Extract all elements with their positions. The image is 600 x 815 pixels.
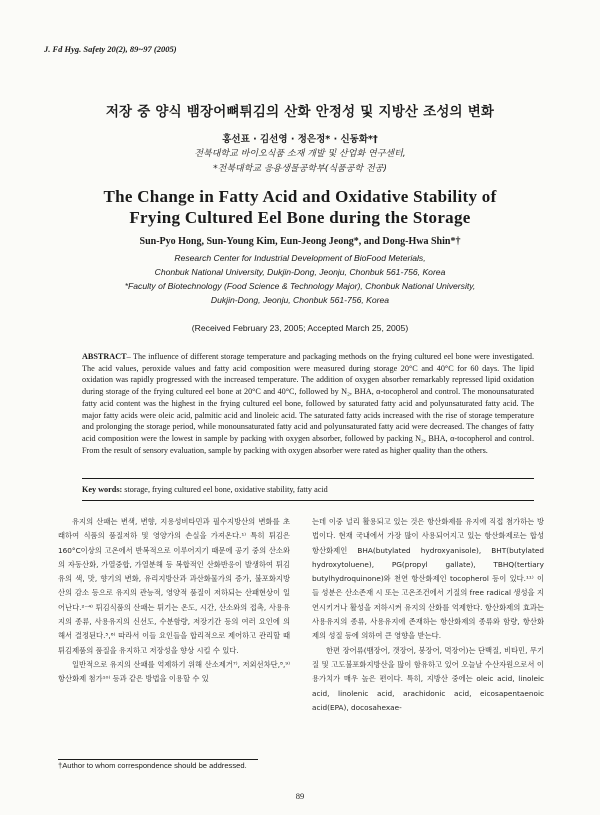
korean-affiliation-2: *전북대학교 응용생물공학부(식품공학 전공) [213,164,387,174]
abstract [82,351,534,456]
english-title-line-2: Frying Cultured Eel Bone during the Storage [129,208,471,227]
english-affiliation-line-4: Dukjin-Dong, Jeonju, Chonbuk 561-756, Korea [210,295,390,305]
english-affiliation-line-3: *Faculty of Biotechnology (Food Science & Technology Major), Chonbuk National University, [124,281,476,291]
body-paragraph: 일반적으로 유지의 산패를 억제하기 위해 산소제거⁷⁾, 저외선차단,⁸,⁹⁾ 항산화제 첨가¹⁰⁾ 등과 같은 방법을 이용할 수 있 [58,659,290,684]
english-title-line-1: The Change in Fatty Acid and Oxidative Stability of [103,187,497,206]
english-authors: Sun-Pyo Hong, Sun-Young Kim, Eun-Jeong Jeong*, and Dong-Hwa Shin*† [139,236,461,247]
abstract-text: – The influence of different storage temperature and packaging methods on the frying cultured eel bone were investigated. The acid values, peroxide values and fatty acid composition were measured during storage 20°C and 40°C for 60 days. The lipid oxidation was rapidly progressed with the increased temperature. The addition of oxygen absorber remarkably repressed lipid oxidation during storage of the frying cultured eel bone at 20°C and 40°C, followed by N₂, BHA, α-tocopherol and control. The monounsaturated fatty acid content was the highest in the frying cultured eel bone, followed by saturated fatty acid and polyunsaturated fatty acid. The major fatty acids were oleic acid, palmitic acid and linoleic acid. The saturated fatty acids increased with the rise of storage temperature and prolonging the storage period, while monounsaturated fatty acid and polyunsaturated fatty acid were decreased. The changes of fatty acid composition were the lowest in sample by packing with oxygen absorber, followed by packing N₂, BHA, α-tocopherol and control. From the result of sensory evaluation, sample by packing with oxygen absorber were rated as higher quality than the others. [82,352,534,455]
keywords-label: Key words: [82,485,123,494]
footnote-rule [58,759,258,760]
body-right-column [312,515,544,715]
body-paragraph: 유지의 산패는 변색, 변향, 지용성비타민과 필수지방산의 변화를 초래하여 식품의 품질저하 및 영양가의 손실을 가져온다.¹⁾ 특히 튀김은 160°C이상의 고온에서 반복적으로 이루어지기 때문에 공기 중의 산소와의 자동산화, 가열중합, 가열분해 등 복합적인 산화반응이 발생하여 튀김유의 색, 맛, 향기의 변화, 유리지방산과 과산화물가의 증가, 불포화지방산의 감소 등으로 유지의 관능적, 영양적 품질이 저하되는 산패현상이 일어난다.²⁻⁴⁾ 튀김식품의 산패는 튀기는 온도, 시간, 산소와의 접촉, 사용유지의 종류, 사용유지의 신선도, 수분함량, 저장기간 등의 여러 요인에 의해서 결정된다.⁵,⁶⁾ 따라서 이들 요인들을 합리적으로 제어하고 관리할 때 튀김제품의 품질을 유지하고 저장성을 향상 시킬 수 있다. [58,517,290,655]
korean-title: 저장 중 양식 뱀장어뼈튀김의 산화 안정성 및 지방산 조성의 변화 [105,104,495,120]
english-affiliation-line-2: Chonbuk National University, Dukjin-Dong, Jeonju, Chonbuk 561-756, Korea [154,267,446,277]
abstract-label: ABSTRACT [82,352,127,361]
body-paragraph: 는데 이중 널리 활용되고 있는 것은 항산화제를 유지에 직접 첨가하는 방법이다. 현재 국내에서 가장 많이 사용되어지고 있는 항산화제로는 합성 항산화제인 BHA(butylated hydroxyanisole), BHT(butylated hydroxytoluene), PG(propyl gallate), TBHQ(tertiary butylhydroquinone)와 천연 항산화제인 tocopherol 등이 있다.¹¹⁾ 이들 성분은 산소존재 시 또는 고온조건에서 기질의 free radical 생성을 지연시키거나 활성을 저하시켜 유지의 산화를 억제한다. 항산화제의 효과는 사용유지의 종류, 사용유지에 존재하는 항산화제의 종류와 함량, 항산화제의 성질 등에 의하여 큰 영향을 받는다. [312,517,544,641]
body-left-column [58,515,290,687]
body-paragraph: 한편 장어류(뱀장어, 갯장어, 붕장어, 먹장어)는 단백질, 비타민, 무기질 및 고도불포화지방산을 많이 함유하고 있어 오늘날 수산자원으로서 이용가치가 매우 높은 편이다. 특히, 지방산 중에는 oleic acid, linoleic acid, linolenic acid, arachidonic acid, eicosapentaenoic acid(EPA), docosahexae- [312,645,544,712]
korean-affiliation-1: 전북대학교 바이오식품 소재 개발 및 산업화 연구센터, [194,149,406,159]
page-number: 89 [295,791,305,801]
journal-reference: J. Fd Hyg. Safety 20(2), 89~97 (2005) [44,44,177,54]
english-affiliation-line-1: Research Center for Industrial Development of BioFood Meterials, [174,253,426,263]
keywords [82,485,534,494]
received-dates: (Received February 23, 2005; Accepted March 25, 2005) [191,323,409,333]
keywords-text: storage, frying cultured eel bone, oxidative stability, fatty acid [122,485,328,494]
corresponding-author-footnote: †Author to whom correspondence should be addressed. [58,761,247,770]
keywords-top-rule [82,478,534,479]
korean-authors: 홍선표 · 김선영 · 정은정* · 신동화*† [222,134,378,145]
english-title [0,186,600,228]
keywords-bottom-rule [82,500,534,501]
